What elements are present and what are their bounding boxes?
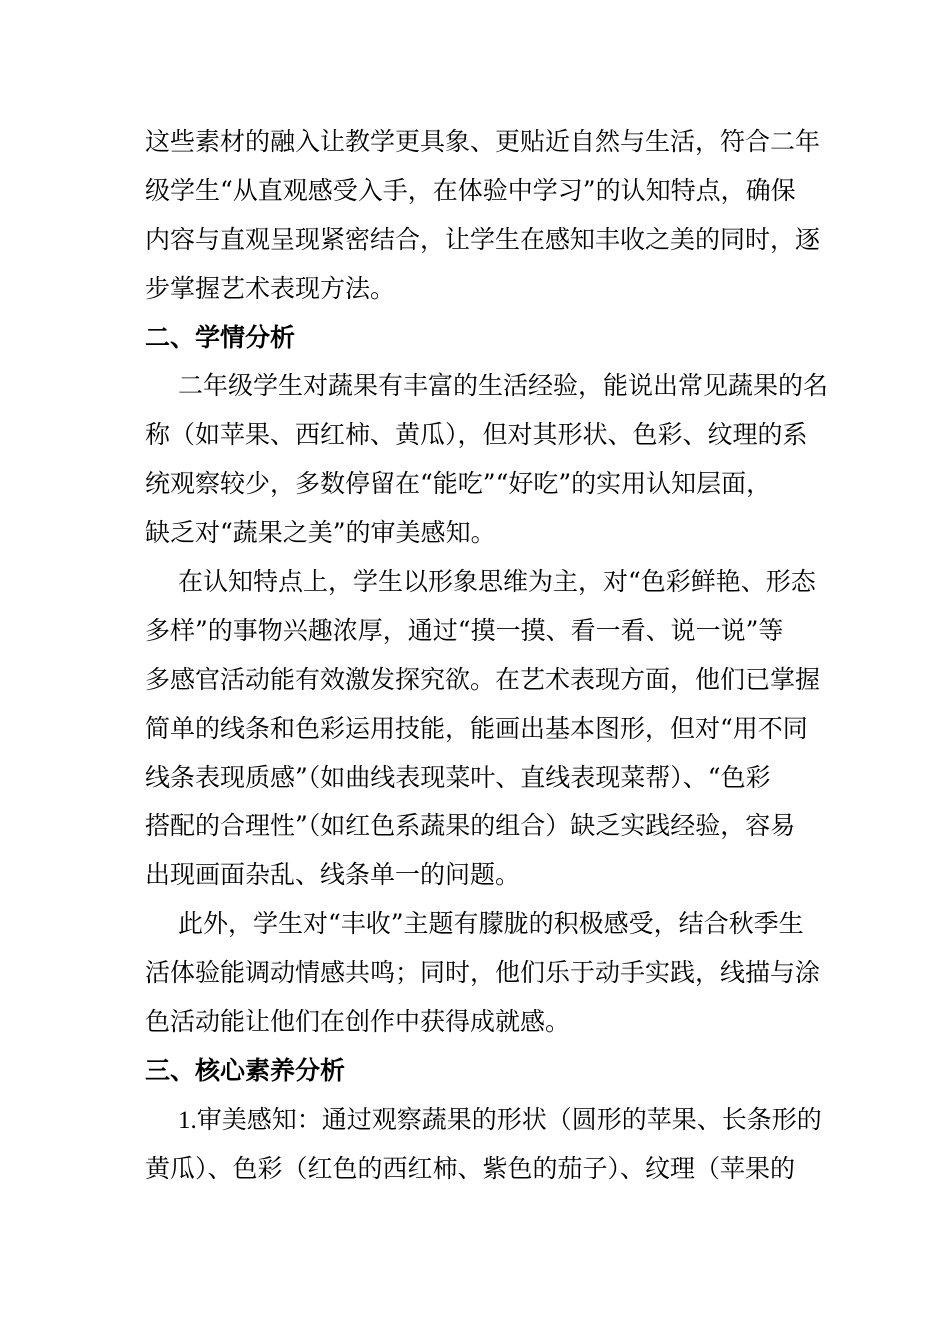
text-line: 色活动能让他们在创作中获得成就感。 (145, 1007, 571, 1037)
text-line: 多感官活动能有效激发探究欲。在艺术表现方面，他们已掌握 (145, 664, 821, 694)
intro-paragraph (145, 118, 821, 314)
text-line: 二年级学生对蔬果有丰富的生活经验，能说出常见蔬果的名 (178, 371, 829, 401)
text-line: 简单的线条和色彩运用技能，能画出基本图形，但对“用不同 (145, 713, 808, 743)
text-line: 称（如苹果、西红柿、黄瓜），但对其形状、色彩、纹理的系 (145, 420, 808, 450)
core-literacy-item-1 (145, 1096, 822, 1194)
list-item-text: 审美感知：通过观察蔬果的形状（圆形的苹果、长条形的 (196, 1104, 822, 1134)
text-line: 黄瓜）、色彩（红色的西红柿、紫色的茄子）、纹理（苹果的 (145, 1153, 796, 1183)
text-line: 步掌握艺术表现方法。 (145, 273, 396, 303)
text-line (145, 1096, 822, 1145)
learner-analysis-paragraph-2 (145, 558, 821, 900)
learner-analysis-paragraph-3 (145, 900, 821, 1047)
text-line: 多样”的事物兴趣浓厚，通过“摸一摸、看一看、说一说”等 (145, 615, 784, 645)
text-line: 缺乏对“蔬果之美”的审美感知。 (145, 518, 496, 548)
text-line: 在认知特点上，学生以形象思维为主，对“色彩鲜艳、形态 (178, 567, 816, 597)
text-line: 搭配的合理性”（如红色系蔬果的组合）缺乏实践经验，容易 (145, 811, 796, 841)
text-line: 出现画面杂乱、线条单一的问题。 (145, 860, 521, 890)
text-line: 内容与直观呈现紧密结合，让学生在感知丰收之美的同时，逐 (145, 224, 821, 254)
text-line: 活体验能调动情感共鸣；同时，他们乐于动手实践，线描与涂 (145, 958, 821, 988)
text-line: 线条表现质感”（如曲线表现菜叶、直线表现菜帮）、“色彩 (145, 762, 771, 792)
text-line: 级学生“从直观感受入手，在体验中学习”的认知特点，确保 (145, 175, 796, 205)
document-body (145, 118, 829, 1194)
section-heading-core-literacy: 三、核心素养分析 (145, 1055, 346, 1085)
learner-analysis-paragraph-1 (145, 362, 829, 558)
section-heading-learner-analysis: 二、学情分析 (145, 322, 296, 352)
list-number: 1. (178, 1106, 197, 1134)
text-line: 此外，学生对“丰收”主题有朦胧的积极感受，结合秋季生 (178, 909, 804, 939)
text-line: 统观察较少，多数停留在“能吃”“好吃”的实用认知层面， (145, 469, 772, 499)
text-line: 这些素材的融入让教学更具象、更贴近自然与生活，符合二年 (145, 127, 821, 156)
